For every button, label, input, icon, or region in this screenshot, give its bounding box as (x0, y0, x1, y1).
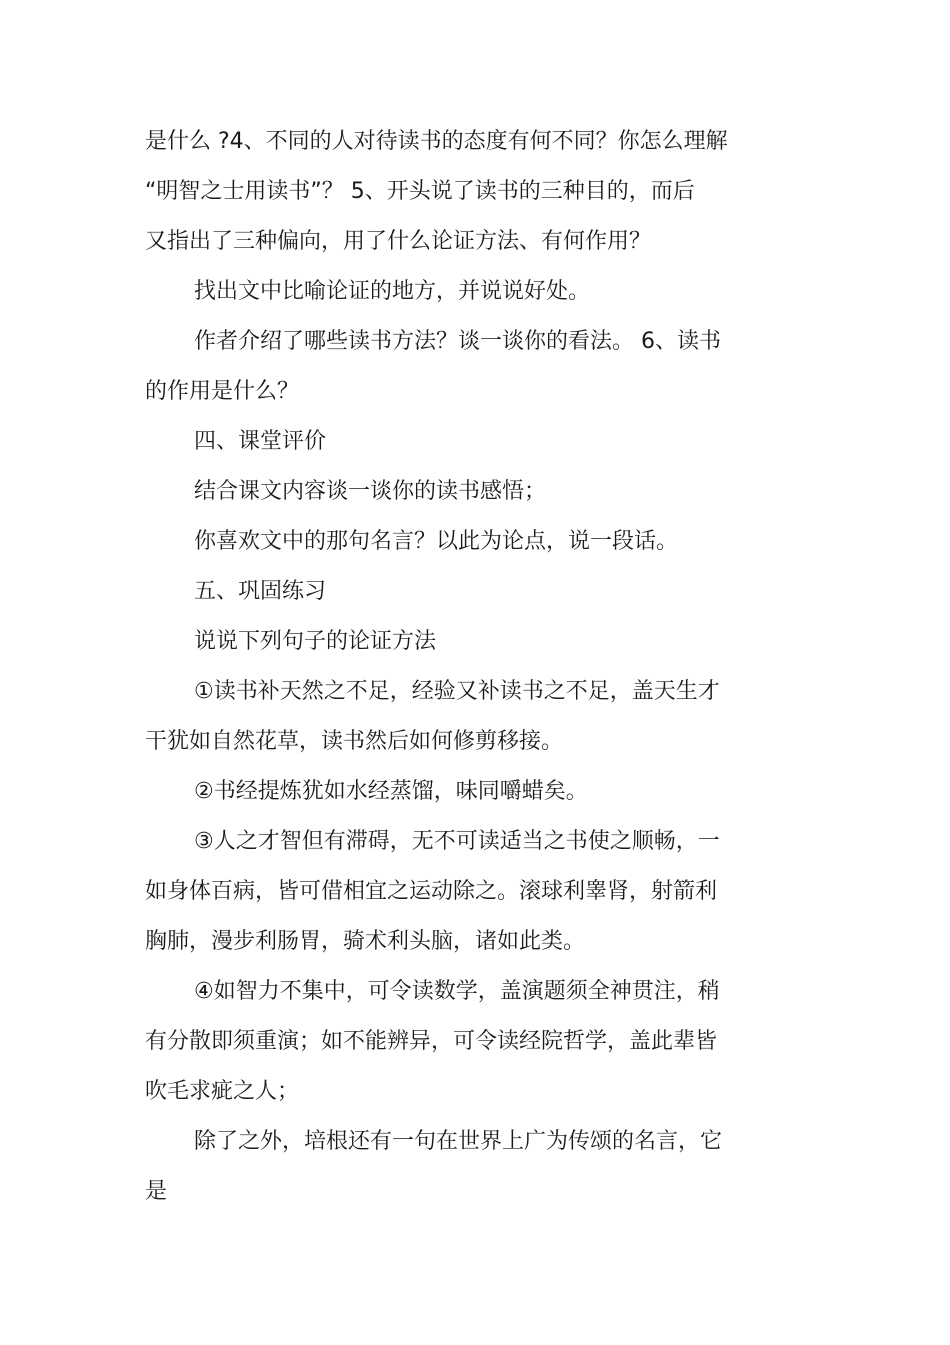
text-line: 说说下列句子的论证方法 (194, 629, 437, 654)
text-line: 作者介绍了哪些读书方法？谈一谈你的看法。 6、读书 (194, 329, 721, 354)
text-line: 的作用是什么？ (145, 379, 300, 404)
text-line: 结合课文内容谈一谈你的读书感悟； (194, 479, 547, 504)
text-line: ①读书补天然之不足，经验又补读书之不足，盖天生才 (194, 679, 720, 704)
text-line: 是 (145, 1179, 168, 1204)
text-line: 吹毛求疵之人； (145, 1079, 300, 1104)
text-line: 是什么 ?4、不同的人对待读书的态度有何不同？你怎么理解 (145, 129, 728, 154)
text-line: ④如智力不集中，可令读数学，盖演题须全神贯注，稍 (194, 979, 720, 1004)
text-line: 找出文中比喻论证的地方，并说说好处。 (194, 279, 591, 304)
text-line: 你喜欢文中的那句名言？以此为论点，说一段话。 (194, 529, 679, 554)
text-line: ③人之才智但有滞碍，无不可读适当之书使之顺畅，一 (194, 829, 720, 854)
section-heading: 四、课堂评价 (194, 429, 327, 454)
text-line: 胸肺，漫步利肠胃，骑术利头脑，诸如此类。 (145, 929, 586, 954)
text-line: 有分散即须重演；如不能辨异，可令读经院哲学，盖此辈皆 (145, 1029, 718, 1054)
section-heading: 五、巩固练习 (194, 579, 327, 604)
text-line: “明智之士用读书”？ 5、开头说了读书的三种目的，而后 (145, 179, 695, 204)
text-line: 除了之外，培根还有一句在世界上广为传颂的名言，它 (194, 1129, 723, 1154)
text-line: 如身体百病，皆可借相宜之运动除之。滚球利睾肾，射箭利 (145, 879, 718, 904)
text-line: ②书经提炼犹如水经蒸馏，味同嚼蜡矣。 (194, 779, 588, 804)
text-line: 干犹如自然花草，读书然后如何修剪移接。 (145, 729, 564, 754)
text-line: 又指出了三种偏向，用了什么论证方法、有何作用？ (145, 229, 652, 254)
